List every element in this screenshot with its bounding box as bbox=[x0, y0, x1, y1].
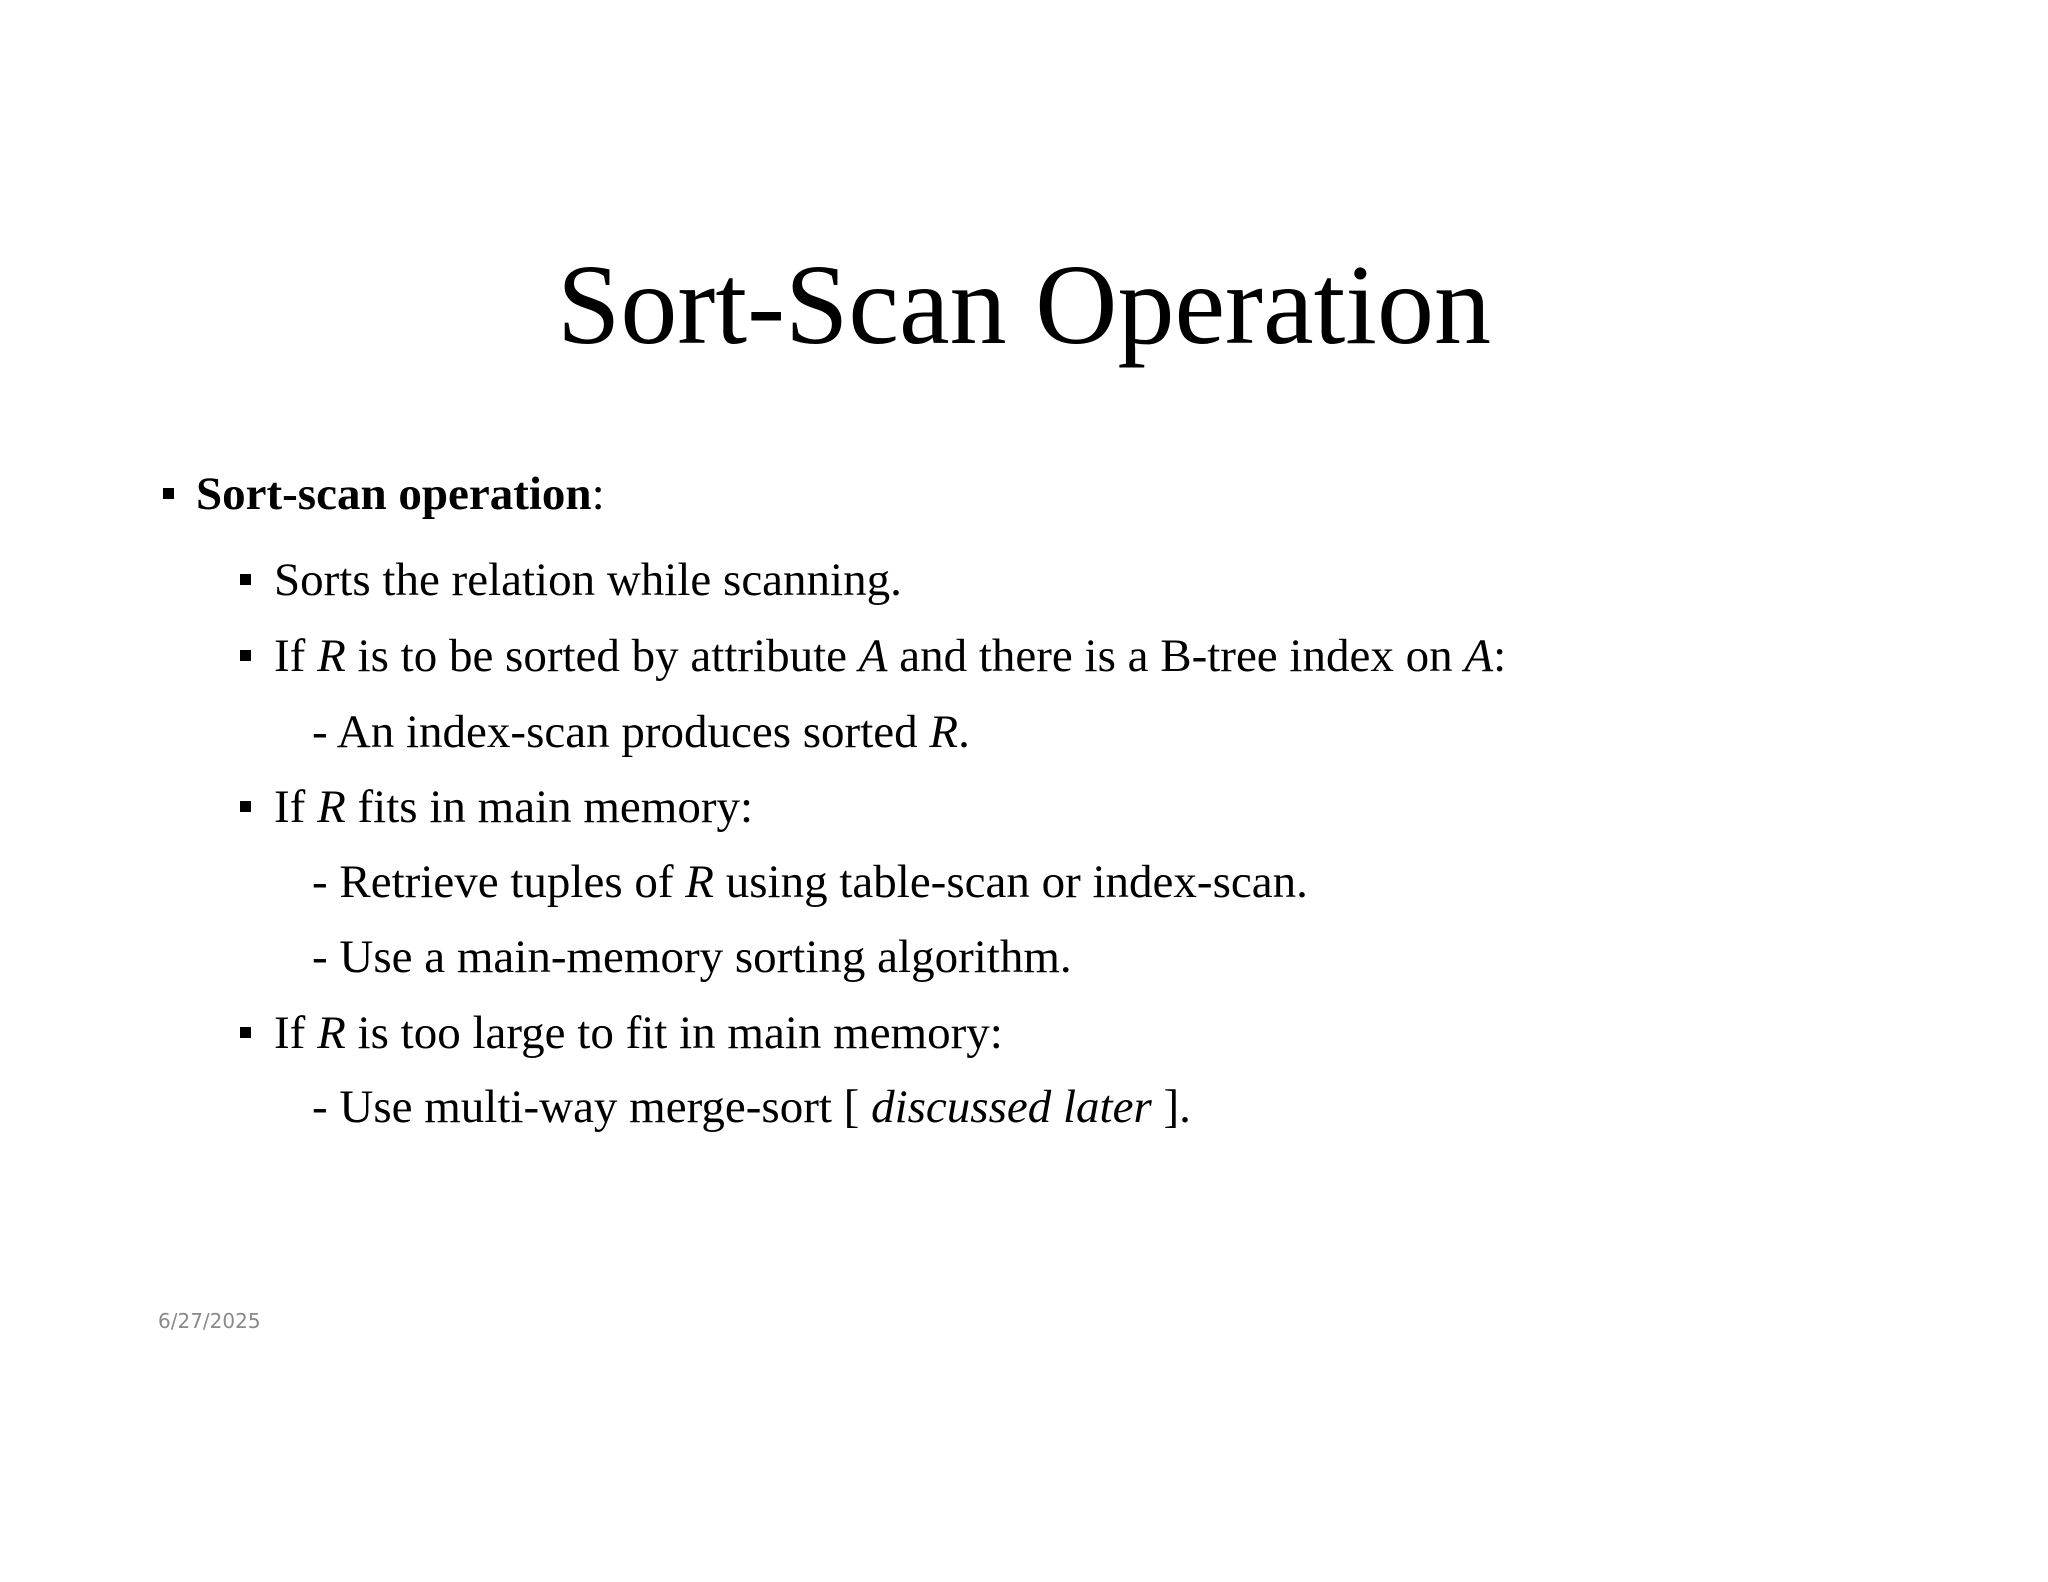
sub-item-sorting-algorithm: - Use a main-memory sorting algorithm. bbox=[312, 931, 1072, 983]
sub-item-merge-sort: - Use multi-way merge-sort [ discussed later ]. bbox=[312, 1081, 1191, 1133]
slide-title: Sort-Scan Operation bbox=[557, 241, 1491, 368]
bullet-marker bbox=[240, 801, 251, 812]
bullet-marker bbox=[240, 1027, 251, 1038]
bullet-btree-index: If R is to be sorted by attribute A and there is a B-tree index on A: bbox=[274, 630, 1507, 682]
bullet-heading bbox=[196, 464, 605, 524]
bullet-too-large: If R is too large to fit in main memory: bbox=[274, 1007, 1003, 1059]
heading-suffix: : bbox=[591, 468, 605, 520]
slide-date: 6/27/2025 bbox=[158, 1309, 261, 1333]
bullet-marker bbox=[240, 574, 251, 585]
heading-label: Sort-scan operation bbox=[196, 468, 592, 520]
sub-item-retrieve-tuples: - Retrieve tuples of R using table-scan or index-scan. bbox=[312, 856, 1308, 908]
sub-item-index-scan: - An index-scan produces sorted R. bbox=[312, 706, 970, 758]
bullet-marker bbox=[240, 650, 251, 661]
bullet-marker bbox=[163, 488, 174, 499]
bullet-fits-memory: If R fits in main memory: bbox=[274, 781, 754, 833]
bullet-sorts-relation: Sorts the relation while scanning. bbox=[274, 554, 902, 606]
